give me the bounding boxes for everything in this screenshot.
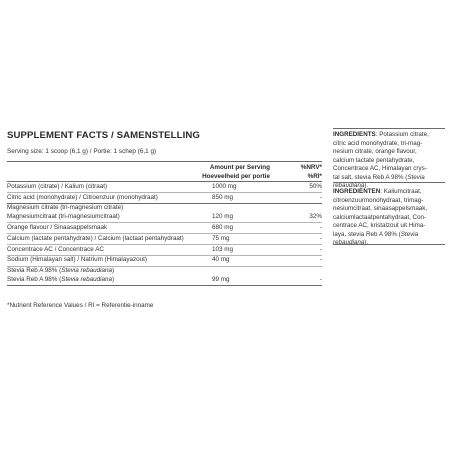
row-nrv: - <box>319 223 322 231</box>
row-nrv: 50% <box>309 182 322 190</box>
nrv-footnote: *Nutrient Reference Values / RI = Referentie-inname <box>7 302 154 309</box>
row-nrv: - <box>319 234 322 242</box>
table-row <box>7 245 322 256</box>
row-name: Sodium (Himalayan salt) / Natrium (Himalayazout) <box>7 256 147 264</box>
ingredients-divider-middle <box>333 182 445 183</box>
row-amount: 850 mg <box>212 193 234 201</box>
facts-title: SUPPLEMENT FACTS / SAMENSTELLING <box>7 130 200 141</box>
row-amount: 40 mg <box>212 256 230 264</box>
ingredients-divider-top <box>333 128 445 129</box>
serving-size: Serving size: 1 scoop (6,1 g) / Portie: 1 schep (6,1 g) <box>7 148 157 155</box>
ingredients-label-nl: INGREDIËNTEN <box>333 188 381 195</box>
row-nrv: - <box>319 245 322 253</box>
row-amount: 120 mg <box>212 212 234 220</box>
row-amount: 1000 mg <box>212 182 237 190</box>
row-name: Orange flavour / Sinaasappelsmaak <box>7 223 108 231</box>
row-name: Calcium (lactate pentahydrate) / Calcium (lactaat pentahydraat) <box>7 234 184 242</box>
amount-column-header: Amount per Serving Hoeveelheid per portie <box>202 164 270 180</box>
row-nrv: - <box>319 256 322 264</box>
ingredients-divider-bottom <box>333 244 445 245</box>
table-row <box>7 182 322 193</box>
facts-table-header <box>7 162 322 182</box>
row-name: Potassium (citrate) / Kalium (citraat) <box>7 182 108 190</box>
row-name: Concentrace AC / Concentrace AC <box>7 245 104 253</box>
table-row <box>7 234 322 245</box>
row-name: Citric acid (monohydrate) / Citroenzuur (monohydraat) <box>7 193 158 201</box>
nrv-column-header: %NRV* %RI* <box>300 164 322 180</box>
ingredients-dutch: INGREDIËNTEN: Kaliumcitraat, citroenzuurmonohydraat, trimag- nesiumcitraat, sinaasappelsmaak, calciumlactaatpentahydraat, Con- centrace AC, kristalzout uit Hima- laya, stevia Reb A 98% (Stevia rebaudiana). <box>333 188 428 247</box>
table-row <box>7 193 322 204</box>
table-row <box>7 204 322 223</box>
row-name: Stevia Reb A 98% (Stevia rebaudiana) Stevia Reb A 98% (Stevia rebaudiana) <box>7 267 115 283</box>
row-nrv: - <box>319 275 322 283</box>
table-row <box>7 267 322 286</box>
ingredients-english: INGREDIENTS: Potassium citrate, citric acid monohydrate, tri-mag- nesium citrate, orange flavour, calcium lactate pentahydrate, Concentrace AC, Himalayan crys- tal salt, stevia Reb A 98% (Stevia rebaudiana). <box>333 131 429 190</box>
row-amount: 75 mg <box>212 234 230 242</box>
ingredients-label-en: INGREDIENTS <box>333 131 376 138</box>
table-row <box>7 223 322 234</box>
row-amount: 680 mg <box>212 223 234 231</box>
row-amount: 103 mg <box>212 245 234 253</box>
row-name: Magnesium citrate (tri-magnesium citrate) Magnesiumcitraat (tri-magnesiumcitraat) <box>7 204 124 220</box>
row-nrv: 32% <box>309 212 322 220</box>
row-amount: 99 mg <box>212 275 230 283</box>
supplement-facts-panel <box>7 130 322 310</box>
row-nrv: - <box>319 193 322 201</box>
table-row <box>7 256 322 267</box>
facts-table <box>7 161 322 286</box>
